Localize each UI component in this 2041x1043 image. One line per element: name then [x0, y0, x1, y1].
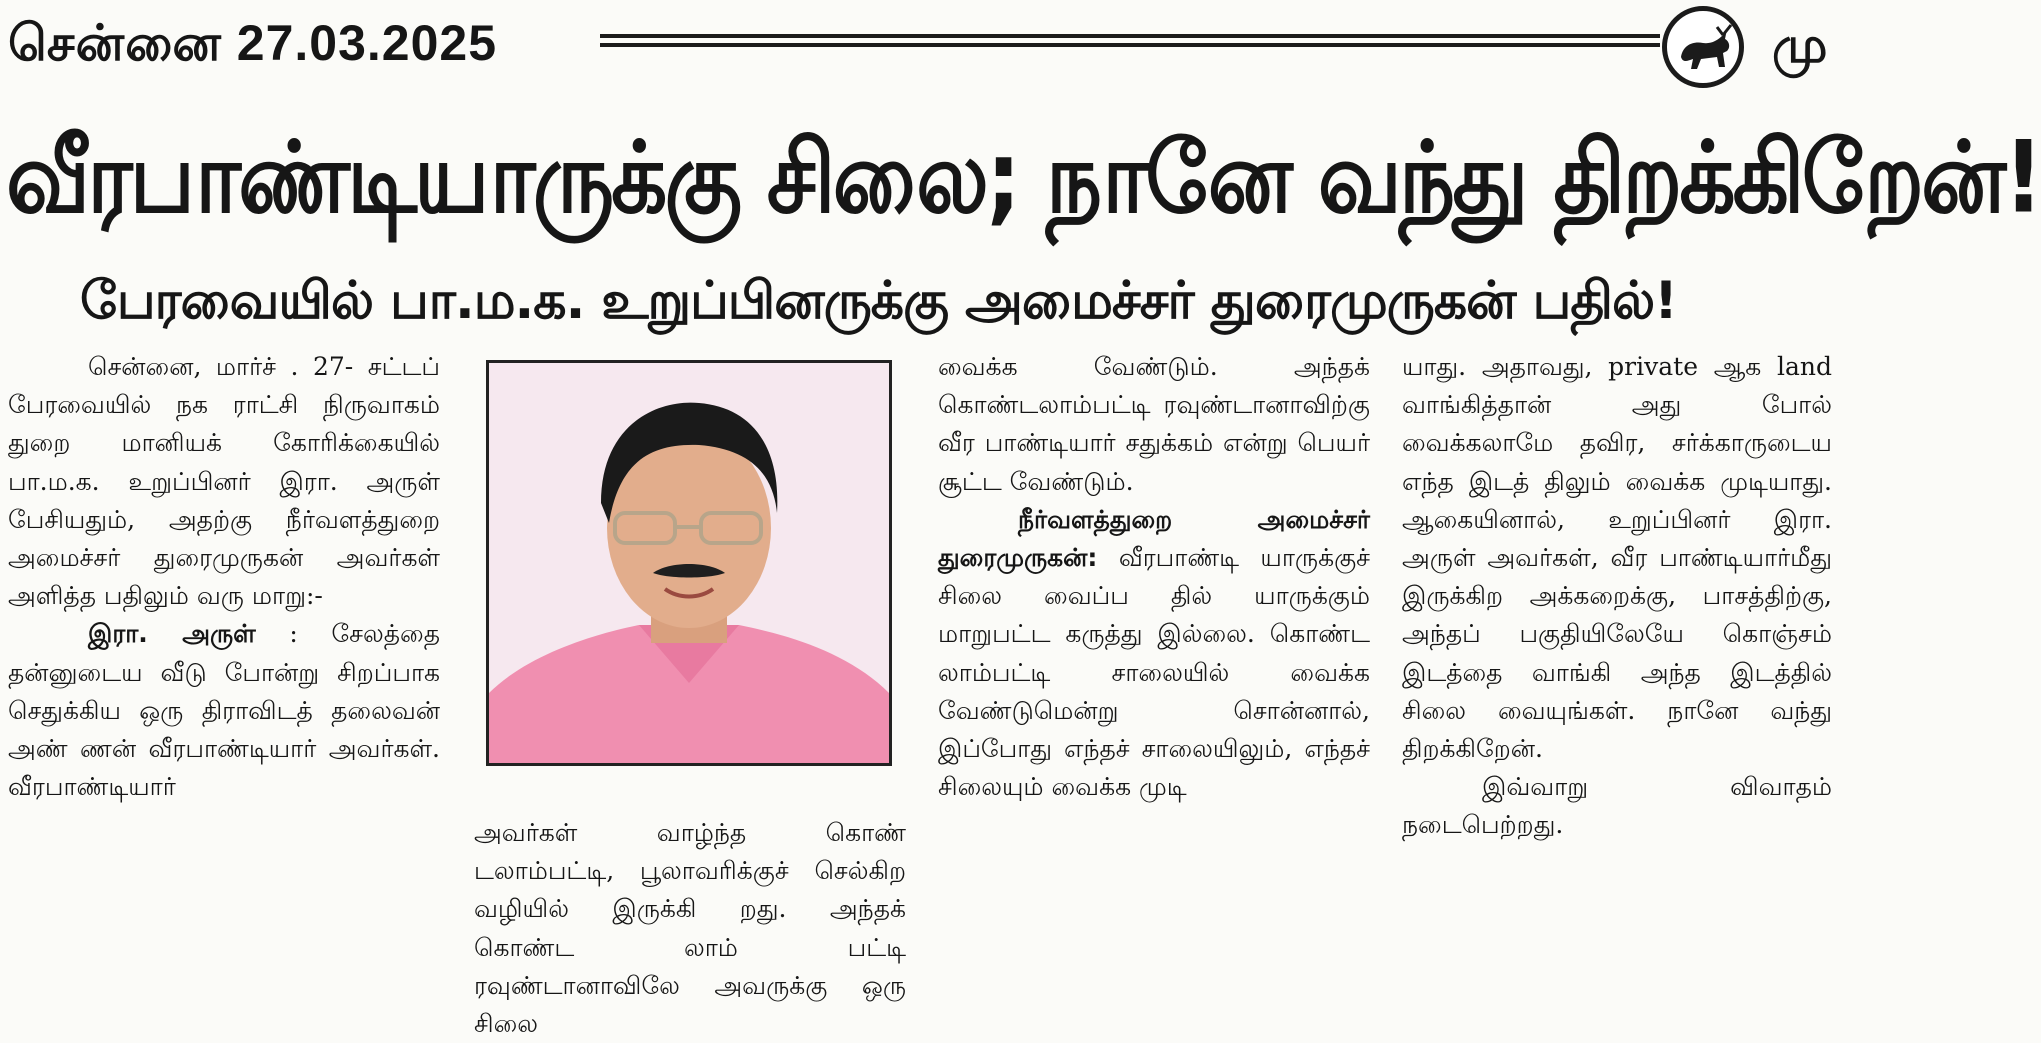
paragraph: யாது. அதாவது, private ஆக land வாங்கித்தான் அது போல் வைக்கலாமே தவிர, சர்க்காருடைய எந்த இடத் திலும் வைக்க முடியாது. ஆகையினால், உறுப்பினர் இரா. அருள் அவர்கள், வீர பாண்டியார்மீது இருக்கிற அக்கறைக்கு, பாசத்திற்கு, அந்தப் பகுதியிலேயே கொஞ்சம் இடத்தை வாங்கி அந்த இடத்தில் சிலை வையுங்கள். நானே வந்து திறக்கிறேன்.: [1402, 352, 1832, 764]
dateline: சென்னை 27.03.2025: [8, 15, 498, 71]
paragraph: அவர்கள் வாழ்ந்த கொண் டலாம்பட்டி, பூலாவரிக்குச் செல்கிற வழியில் இருக்கி றது. அந்தக் கொண்ட லாம் பட்டி ரவுண்டானாவிலே அவருக்கு ஒரு சிலை: [474, 818, 906, 1039]
speaker-name: இரா. அருள்: [88, 619, 256, 649]
paragraph: வைக்க வேண்டும். அந்தக் கொண்டலாம்பட்டி ரவுண்டானாவிற்கு வீர பாண்டியார் சதுக்கம் என்று பெயர் சூட்ட வேண்டும்.: [938, 352, 1370, 496]
brand-fragment: மு: [1772, 16, 1828, 74]
article-column-2: [474, 814, 906, 1039]
masthead-rule: [600, 34, 1660, 54]
paragraph: [8, 615, 440, 806]
speaker-name: நீர்வளத்துறை அமைச்சர் துரைமுருகன்:: [938, 504, 1370, 573]
portrait-photo: [486, 360, 892, 766]
subheadline: பேரவையில் பா.ம.க. உறுப்பினருக்கு அமைச்சர் துரைமுருகன் பதில்!: [80, 271, 1677, 331]
paragraph: [938, 501, 1370, 807]
paragraph: இவ்வாறு விவாதம் நடைபெற்றது.: [1402, 772, 1832, 840]
bull-emblem-icon: [1662, 6, 1744, 88]
paragraph: சென்னை, மார்ச் . 27- சட்டப் பேரவையில் நக ராட்சி நிருவாகம் துறை மானியக் கோரிக்கையில் பா.ம.க. உறுப்பினர் இரா. அருள் பேசியதும், அதற்கு நீர்வளத்துறை அமைச்சர் துரைமுருகன் அவர்கள் அளித்த பதிலும் வரு மாறு:-: [8, 352, 440, 611]
paragraph-text: : சேலத்தை தன்னுடைய வீடு போன்று சிறப்பாக செதுக்கிய ஒரு திராவிடத் தலைவன் அண் ணன் வீரபாண்டியார் அவர்கள். வீரபாண்டியார்: [8, 619, 440, 802]
masthead: [0, 0, 1834, 86]
article-column-4: [1402, 348, 1832, 1028]
paragraph-text: வீரபாண்டி யாருக்குச் சிலை வைப்ப தில் யாருக்கும் மாறுபட்ட கருத்து இல்லை. கொண்ட லாம்பட்டி சாலையில் வைக்க வேண்டுமென்று சொன்னால், இப்போது எந்தச் சாலையிலும், எந்தச் சிலையும் வைக்க முடி: [938, 543, 1370, 802]
article-column-1: [8, 348, 440, 1028]
article-column-3: [938, 348, 1370, 1028]
headline: வீரபாண்டியாருக்கு சிலை; நானே வந்து திறக்கிறேன்!: [6, 119, 2041, 236]
